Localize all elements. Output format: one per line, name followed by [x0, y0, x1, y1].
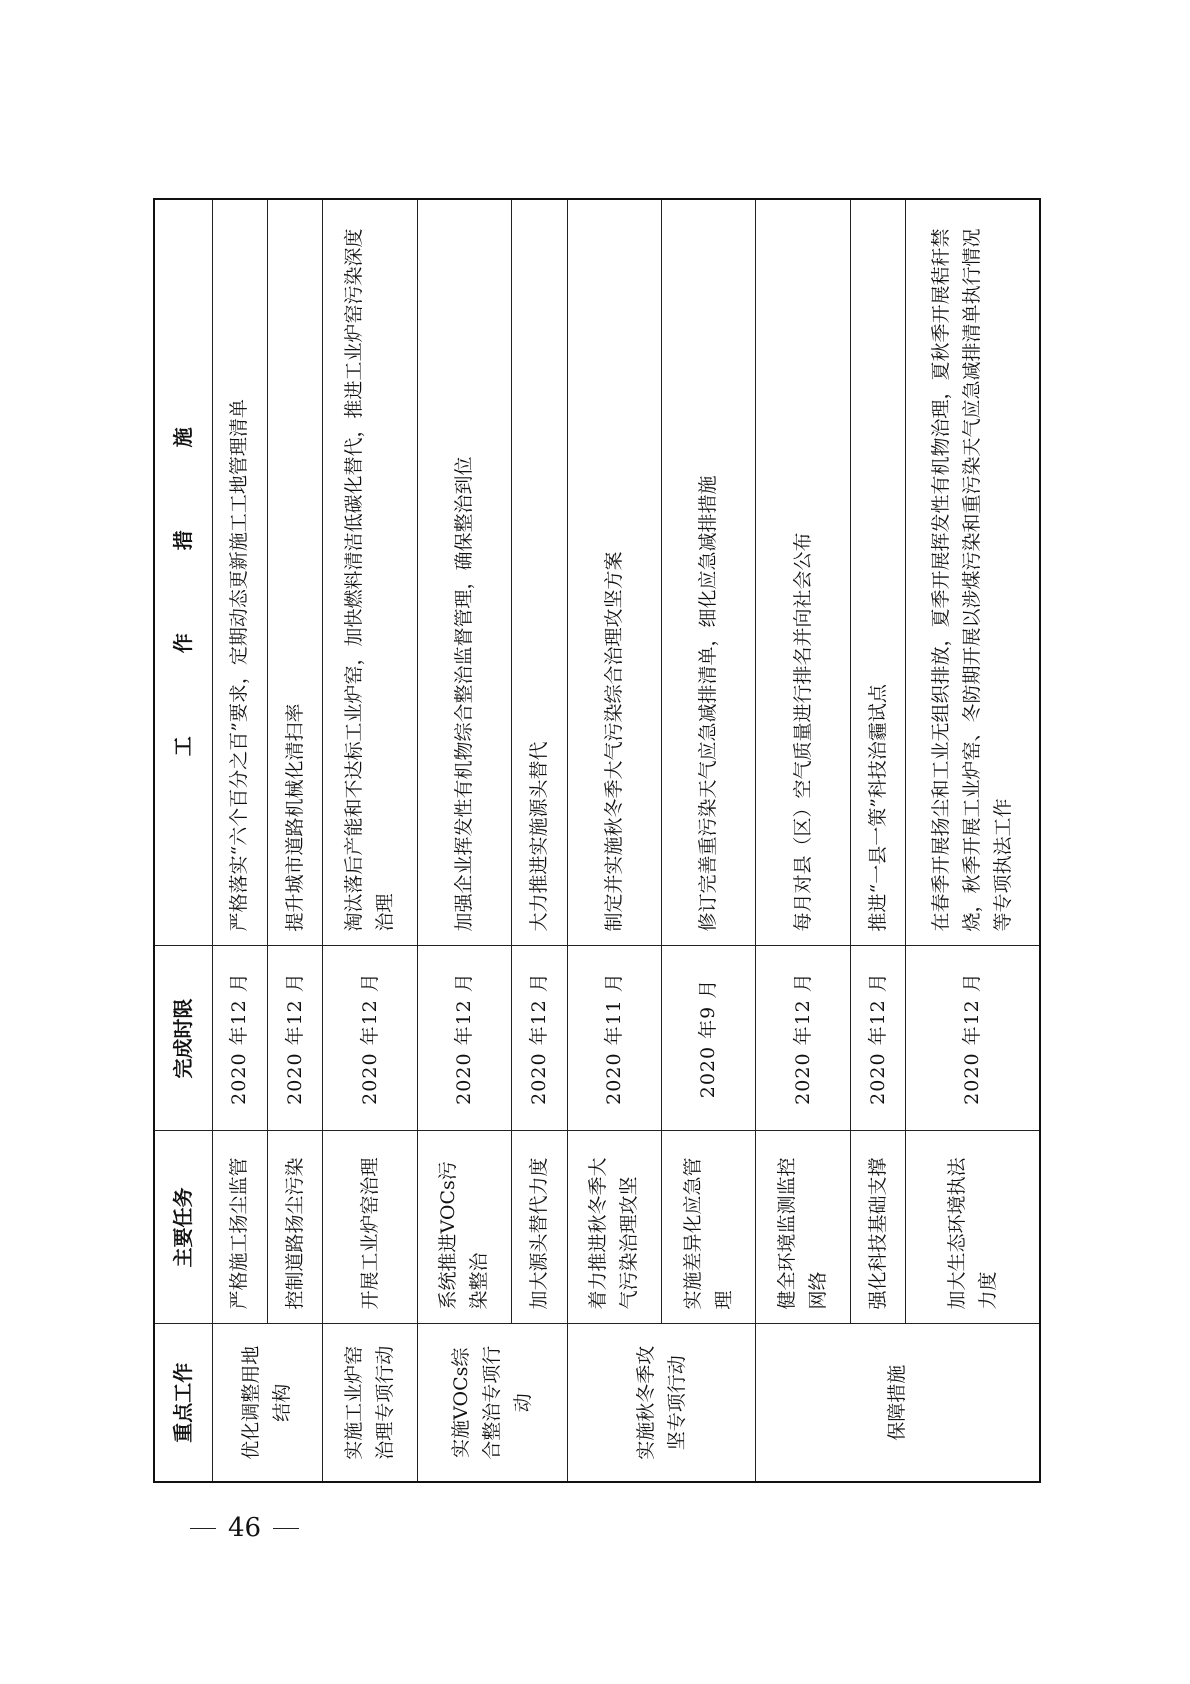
header-key-work: 重点工作: [154, 1324, 212, 1482]
main-task-cell: 健全环境监测监控网络: [756, 1131, 850, 1324]
main-task-cell: 实施差异化应急管理: [662, 1131, 756, 1324]
key-work-cell: 实施工业炉窑治理专项行动: [323, 1324, 417, 1482]
deadline-cell: 2020 年12 月: [267, 946, 322, 1131]
table-row: [212, 199, 267, 1482]
table-row: [512, 199, 567, 1482]
table-row: [323, 199, 417, 1482]
table-row: [662, 199, 756, 1482]
page-dash-left: [190, 1528, 216, 1529]
table-header-row: [154, 199, 212, 1482]
deadline-cell: 2020 年9 月: [662, 946, 756, 1131]
measures-cell: 大力推进实施源头替代: [512, 199, 567, 946]
measures-cell: 在春季开展扬尘和工业无组织排放，夏季开展挥发性有机物治理，夏秋季开展秸秆禁烧，秋季开展工业炉窑、冬防期开展以涉煤污染和重污染天气应急减排清单执行情况等专项执法工作: [906, 199, 1040, 946]
main-task-cell: 严格施工扬尘监管: [212, 1131, 267, 1324]
table-row: [756, 199, 850, 1482]
header-main-task: 主要任务: [154, 1131, 212, 1324]
work-measures-table: [153, 198, 1041, 1483]
main-task-cell: 加大源头替代力度: [512, 1131, 567, 1324]
table-row: [906, 199, 1040, 1482]
measures-cell: 淘汰落后产能和不达标工业炉窑，加快燃料清洁低碳化替代，推进工业炉窑污染深度治理: [323, 199, 417, 946]
measures-cell: 修订完善重污染天气应急减排清单，细化应急减排措施: [662, 199, 756, 946]
deadline-cell: 2020 年12 月: [417, 946, 511, 1131]
main-task-cell: 控制道路扬尘污染: [267, 1131, 322, 1324]
measures-cell: 制定并实施秋冬季大气污染综合治理攻坚方案: [567, 199, 661, 946]
table-row: [267, 199, 322, 1482]
measures-cell: 严格落实“六个百分之百”要求，定期动态更新施工工地管理清单: [212, 199, 267, 946]
measures-cell: 提升城市道路机械化清扫率: [267, 199, 322, 946]
page-footer: [190, 1513, 330, 1543]
measures-cell: 每月对县（区）空气质量进行排名并向社会公布: [756, 199, 850, 946]
deadline-cell: 2020 年12 月: [212, 946, 267, 1131]
key-work-cell: 实施VOCs综合整治专项行动: [417, 1324, 567, 1482]
key-work-cell: 优化调整用地结构: [212, 1324, 323, 1482]
measures-cell: 加强企业挥发性有机物综合整治监督管理，确保整治到位: [417, 199, 511, 946]
header-work-measures: 工 作 措 施: [154, 199, 212, 946]
main-task-cell: 着力推进秋冬季大气污染治理攻坚: [567, 1131, 661, 1324]
main-task-cell: 系统推进VOCs污染整治: [417, 1131, 511, 1324]
table-row: [567, 199, 661, 1482]
main-task-cell: 开展工业炉窑治理: [323, 1131, 417, 1324]
rotated-table-container: [153, 200, 1041, 1483]
deadline-cell: 2020 年12 月: [850, 946, 905, 1131]
key-work-cell: 实施秋冬季攻坚专项行动: [567, 1324, 756, 1482]
deadline-cell: 2020 年12 月: [323, 946, 417, 1131]
deadline-cell: 2020 年11 月: [567, 946, 661, 1131]
page-dash-right: [273, 1528, 299, 1529]
measures-cell: 推进“一县一策”科技治霾试点: [850, 199, 905, 946]
deadline-cell: 2020 年12 月: [512, 946, 567, 1131]
key-work-cell: 保障措施: [756, 1324, 1040, 1482]
table-row: [417, 199, 511, 1482]
main-task-cell: 加大生态环境执法力度: [906, 1131, 1040, 1324]
header-deadline: 完成时限: [154, 946, 212, 1131]
table-row: [850, 199, 905, 1482]
deadline-cell: 2020 年12 月: [756, 946, 850, 1131]
page-number: 46: [228, 1513, 262, 1543]
deadline-cell: 2020 年12 月: [906, 946, 1040, 1131]
main-task-cell: 强化科技基础支撑: [850, 1131, 905, 1324]
